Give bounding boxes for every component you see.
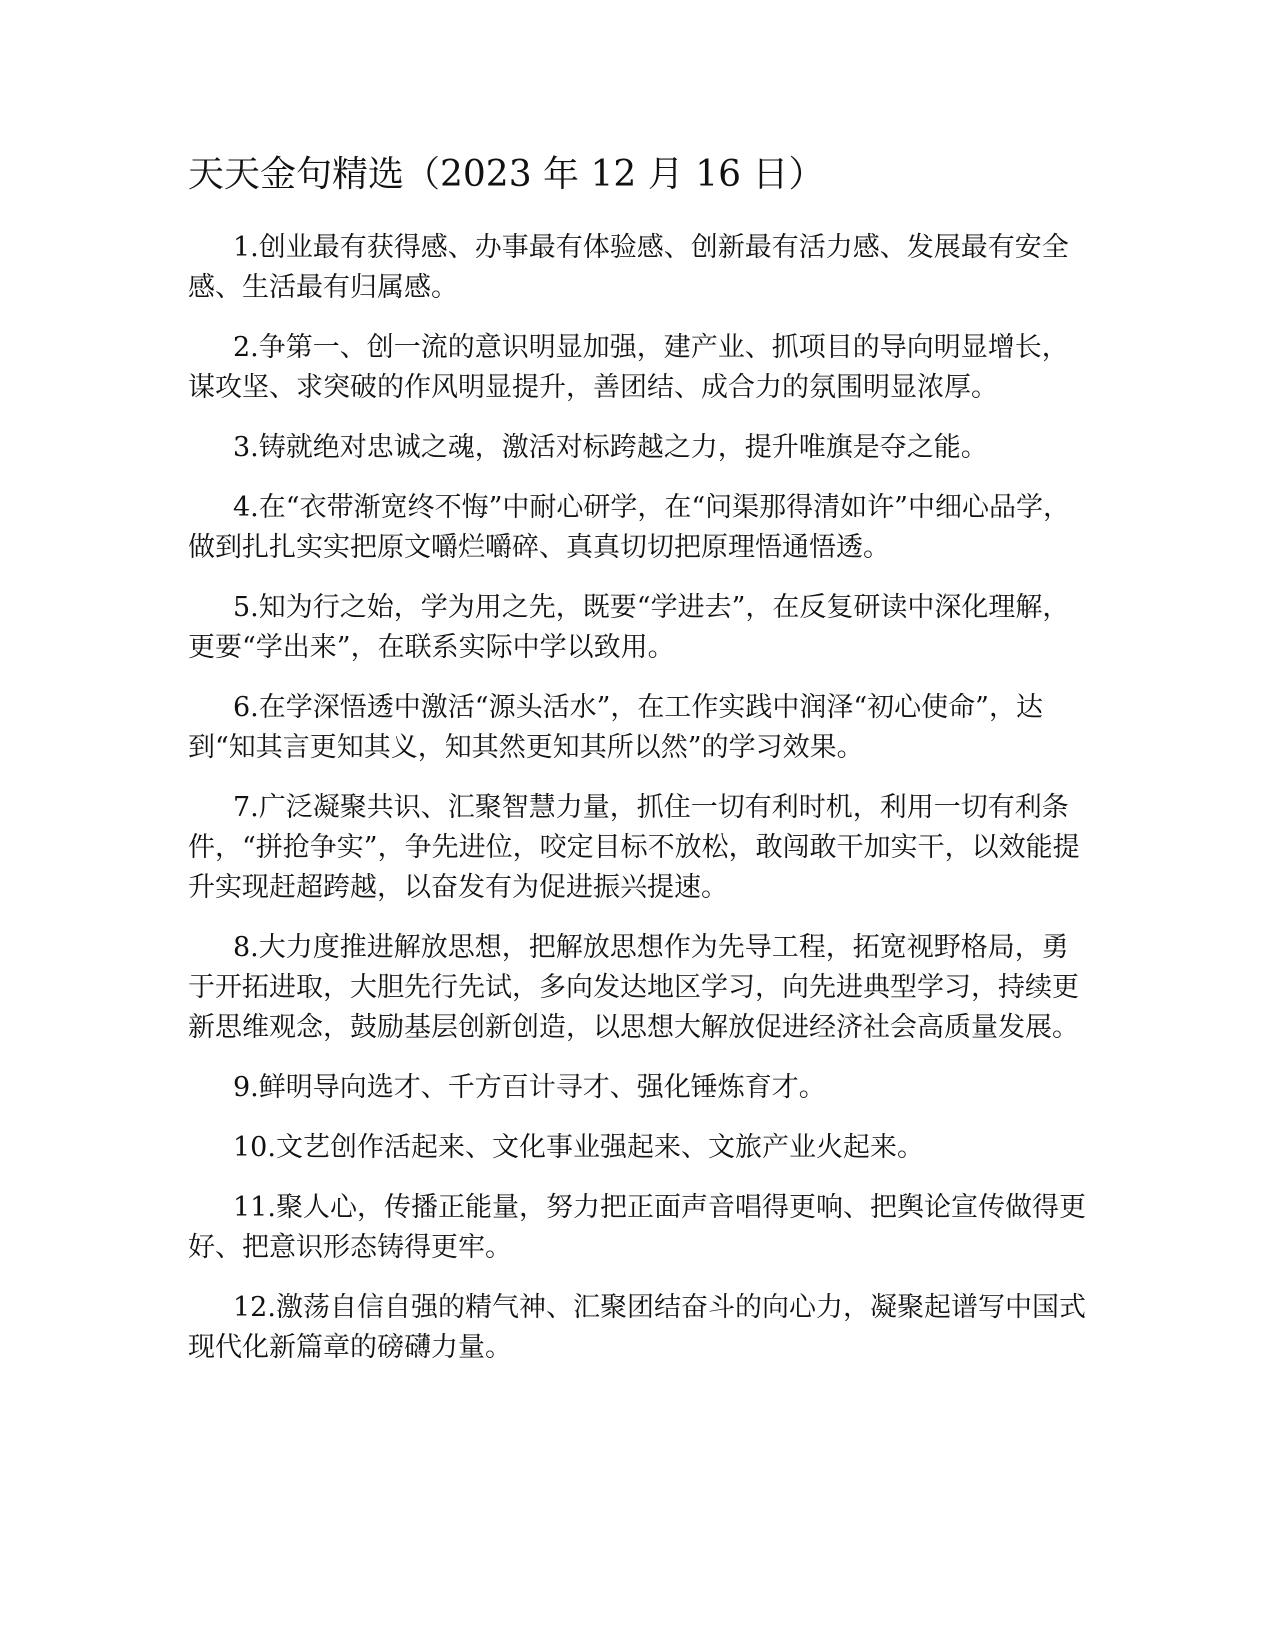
quote-paragraph-6: 6.在学深悟透中激活“源头活水”，在工作实践中润泽“初心使命”，达到“知其言更知其义，知其然更知其所以然”的学习效果。	[188, 692, 1043, 763]
quote-paragraph-12: 12.激荡自信自强的精气神、汇聚团结奋斗的向心力，凝聚起谱写中国式现代化新篇章的磅礴力量。	[188, 1292, 1086, 1363]
quote-paragraph-3: 3.铸就绝对忠诚之魂，激活对标跨越之力，提升唯旗是夺之能。	[233, 432, 988, 463]
quote-paragraph-1: 1.创业最有获得感、办事最有体验感、创新最有活力感、发展最有安全感、生活最有归属感。	[188, 232, 1069, 303]
quote-list	[188, 228, 1088, 1388]
quote-paragraph-9: 9.鲜明导向选才、千方百计寻才、强化锤炼育才。	[233, 1072, 826, 1103]
quote-paragraph-7: 7.广泛凝聚共识、汇聚智慧力量，抓住一切有利时机，利用一切有利条件，“拼抢争实”，争先进位，咬定目标不放松，敢闯敢干加实干，以效能提升实现赶超跨越，以奋发有为促进振兴提速。	[188, 792, 1080, 903]
quote-paragraph-2: 2.争第一、创一流的意识明显加强，建产业、抓项目的导向明显增长，谋攻坚、求突破的作风明显提升，善团结、成合力的氛围明显浓厚。	[188, 332, 1069, 403]
quote-paragraph-5: 5.知为行之始，学为用之先，既要“学进去”，在反复研读中深化理解，更要“学出来”，在联系实际中学以致用。	[188, 592, 1070, 663]
quote-paragraph-4: 4.在“衣带渐宽终不悔”中耐心研学，在“问渠那得清如许”中细心品学，做到扎扎实实把原文嚼烂嚼碎、真真切切把原理悟通悟透。	[188, 492, 1070, 563]
page-title: 天天金句精选（2023 年 12 月 16 日）	[188, 154, 825, 195]
quote-paragraph-10: 10.文艺创作活起来、文化事业强起来、文旅产业火起来。	[233, 1132, 924, 1163]
quote-paragraph-8: 8.大力度推进解放思想，把解放思想作为先导工程，拓宽视野格局，勇于开拓进取，大胆先行先试，多向发达地区学习，向先进典型学习，持续更新思维观念，鼓励基层创新创造，以思想大解放促进经济社会高质量发展。	[188, 932, 1079, 1043]
quote-paragraph-11: 11.聚人心，传播正能量，努力把正面声音唱得更响、把舆论宣传做得更好、把意识形态铸得更牢。	[188, 1192, 1086, 1263]
